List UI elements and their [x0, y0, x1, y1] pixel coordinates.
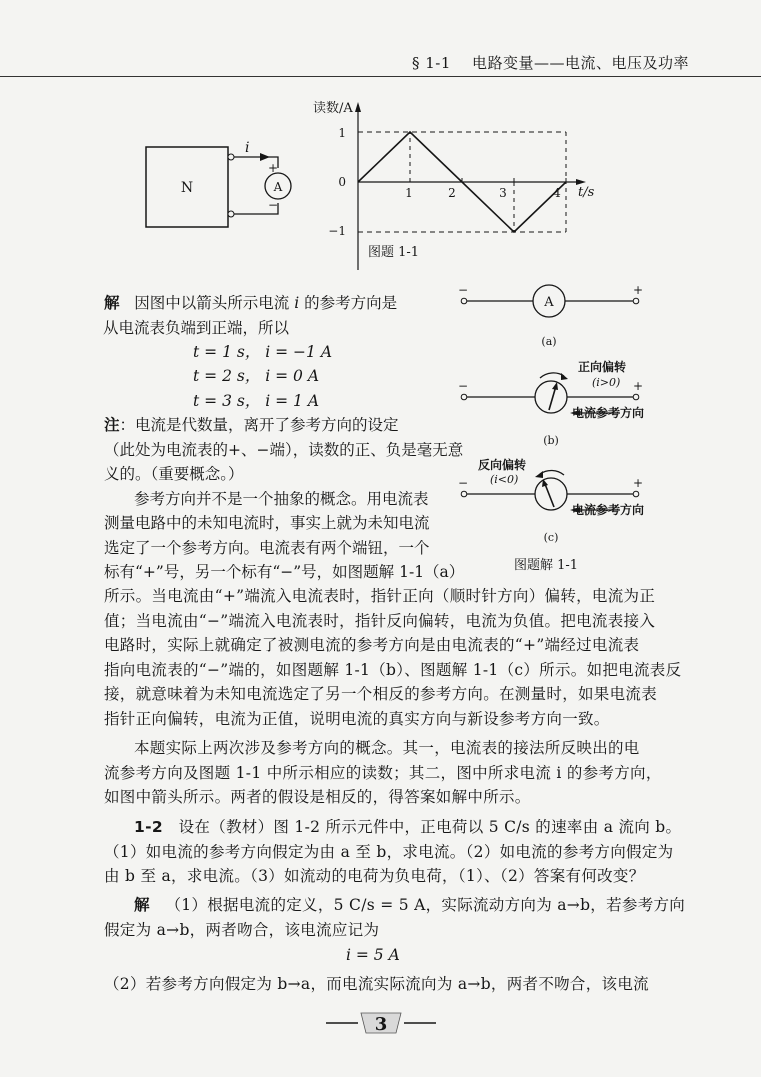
page-number-ornament [0, 1005, 761, 1041]
problem-number: 1-2 [134, 818, 163, 836]
counterclockwise-arrow-icon [540, 470, 564, 475]
plus-sign: + [633, 283, 644, 297]
ammeter-diagram-a [458, 283, 643, 348]
terminal-top [228, 154, 234, 160]
note-line3: 义的。（重要概念。） [104, 465, 244, 483]
ammeter-label: A [544, 295, 554, 310]
clockwise-arrow-icon [540, 373, 564, 378]
para1-line8: 指向电流表的“−”端的，如图题解 1-1（b）、图题解 1-1（c）所示。如把电流表反 [104, 661, 682, 679]
minus-sign: − [458, 379, 469, 393]
figure-1-1-caption: 图题 1-1 [368, 245, 420, 260]
ammeter-icon [535, 478, 567, 510]
figure-sol-1-1 [452, 278, 662, 578]
x-tick-label: 3 [499, 186, 507, 200]
plus-sign: + [633, 476, 644, 490]
plus-sign: + [633, 379, 644, 393]
page-number: 3 [374, 1014, 387, 1035]
ammeter-diagram-b [458, 359, 644, 447]
sub-label-a: (a) [541, 335, 557, 348]
q2-line2: （1）如电流的参考方向假定为由 a 至 b，求电流。（2）如电流的参考方向假定为 [104, 843, 674, 861]
y-tick-label: −1 [328, 224, 346, 238]
ammeter-label: A [273, 180, 283, 194]
reference-label-c: 电流参考方向 [572, 503, 645, 517]
para1-line2: 测量电路中的未知电流时，事实上就为未知电流 [104, 514, 430, 532]
x-axis-label: t/s [578, 185, 595, 200]
terminal-bottom [228, 211, 234, 217]
minus-sign: − [268, 198, 279, 212]
condition-c: (i<0) [490, 473, 519, 486]
text-run: 的参考方向是 [299, 294, 398, 312]
note-label: 注 [104, 416, 120, 434]
equation-t2: t = 2 s， i = 0 A [193, 367, 320, 385]
solution-label: 解 [104, 294, 120, 312]
sub-label-b: (b) [543, 434, 559, 447]
text-run: 因图中以箭头所示电流 [134, 294, 295, 312]
figure-sol-caption: 图题解 1-1 [514, 558, 579, 573]
q2-line3: 由 b 至 a，求电流。（3）如流动的电荷为负电荷，（1）、（2）答案有何改变？ [104, 867, 645, 885]
y-axis-arrow-icon [355, 102, 361, 112]
q2-line1 [134, 815, 681, 840]
para2-line2: 流参考方向及图题 1-1 中所示相应的读数；其二，图中所求电流 i 的参考方向， [104, 764, 662, 782]
ammeter-icon [535, 381, 567, 413]
para1-line3: 选定了一个参考方向。电流表有两个端钮，一个 [104, 539, 430, 557]
deflect-label-c: 反向偏转 [478, 458, 527, 472]
equation-i5: i = 5 A [346, 946, 400, 964]
needle-icon [545, 484, 554, 507]
minus-sign: − [458, 283, 469, 297]
var-i: i [294, 294, 300, 312]
para2-line1: 本题实际上两次涉及参考方向的概念。其一，电流表的接法所反映出的电 [134, 739, 640, 757]
page-number-badge [316, 1005, 446, 1041]
para1-line7: 电路时，实际上就确定了被测电流的参考方向是由电流表的“+”端经过电流表 [104, 636, 640, 654]
para1-line9: 接，就意味着为未知电流选定了另一个相反的参考方向。在测量时，如果电流表 [104, 685, 658, 703]
reading-graph [313, 100, 595, 270]
current-label: i [245, 140, 250, 156]
minus-sign: − [458, 476, 469, 490]
x-tick-label: 2 [448, 186, 456, 200]
header-title: 电路变量——电流、电压及功率 [472, 54, 690, 72]
y-axis-label: 读数/A [313, 101, 353, 116]
plus-sign: + [268, 161, 279, 175]
header-section: § 1-1 [412, 54, 451, 72]
para2-line3: 如图中箭头所示。两者的假设是相反的，得答案如解中所示。 [104, 788, 531, 806]
reference-label-b: 电流参考方向 [572, 406, 645, 420]
equation-t1: t = 1 s， i = −1 A [193, 343, 333, 361]
condition-b: (i>0) [592, 376, 621, 389]
sol1-line2: 从电流表负端到正端，所以 [103, 319, 290, 337]
y-tick-label: 1 [338, 126, 346, 140]
header-rule [0, 76, 761, 77]
solution-label: 解 [134, 896, 150, 914]
sol2-line1 [134, 893, 685, 918]
sol2-line3: （2）若参考方向假定为 b→a，而电流实际流向为 a→b，两者不吻合，该电流 [104, 975, 649, 993]
para1-line10: 指针正向偏转，电流为正值，说明电流的真实方向与新设参考方向一致。 [104, 710, 610, 728]
sol2-line2: 假定为 a→b，两者吻合，该电流应记为 [104, 921, 380, 939]
para1-line4: 标有“+”号，另一个标有“−”号，如图题解 1-1（a） [104, 563, 465, 581]
deflect-label-b: 正向偏转 [578, 360, 627, 374]
para1-line1: 参考方向并不是一个抽象的概念。用电流表 [134, 490, 429, 508]
text-run: ：电流是代数量，离开了参考方向的设定 [119, 416, 399, 434]
para1-line5: 所示。当电流由“+”端流入电流表时，指针正向（顺时针方向）偏转，电流为正 [104, 587, 656, 605]
figure-1-1 [120, 90, 620, 270]
needle-icon [549, 386, 556, 410]
running-header [412, 52, 689, 73]
note-line2: （此处为电流表的+、−端），读数的正、负是毫无意 [104, 441, 464, 459]
text-run: （1）根据电流的定义，5 C/s = 5 A，实际流动方向为 a→b，若参考方向 [165, 896, 686, 914]
para1-line6: 值；当电流由“−”端流入电流表时，指针反向偏转，电流为负值。把电流表接入 [104, 612, 656, 630]
note-line1 [104, 413, 399, 438]
sol1-line1 [104, 291, 397, 316]
x-tick-label: 4 [553, 186, 561, 200]
ammeter-diagram-c [458, 457, 644, 544]
x-tick-label: 1 [405, 186, 413, 200]
equation-t3: t = 3 s， i = 1 A [193, 392, 320, 410]
y-tick-label: 0 [338, 175, 346, 189]
box-label: N [180, 180, 194, 196]
text-run: 设在（教材）图 1-2 所示元件中，正电荷以 5 C/s 的速率由 a 流向 b。 [178, 818, 682, 836]
current-arrow-icon [260, 153, 270, 161]
sub-label-c: (c) [543, 531, 559, 544]
